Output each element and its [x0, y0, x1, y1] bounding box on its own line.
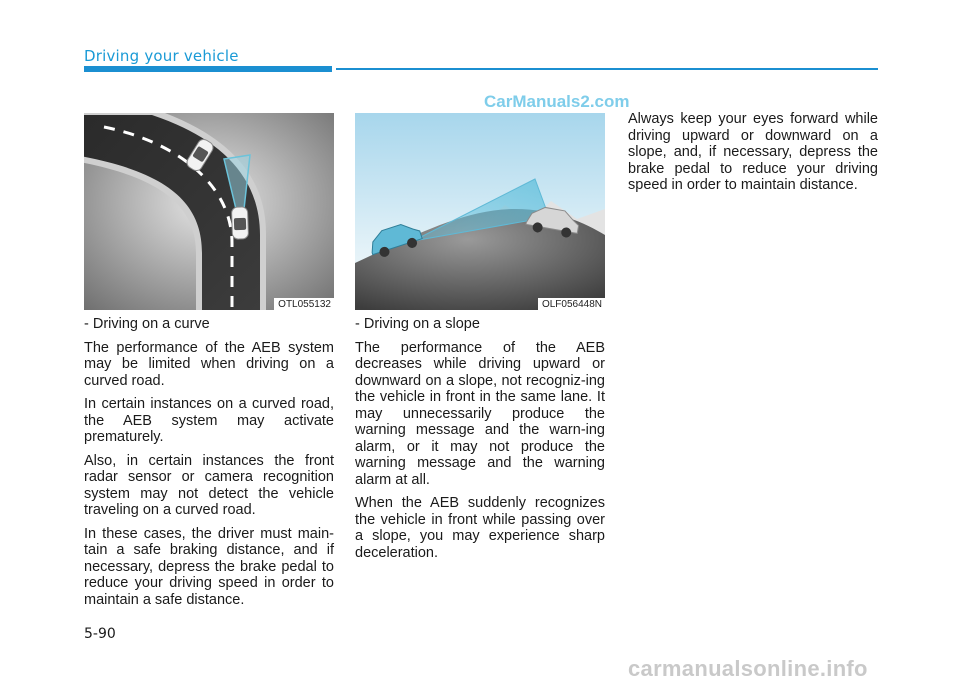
column-right	[628, 111, 878, 201]
paragraph: The performance of the AEB decreases while driving upward or downward on a slope, not recogniz-ing the vehicle in front in the same lane. It may unnecessarily produce the warning message and the warn-ing alarm, or it may not produce the warning message and the warning alarm at all.	[355, 339, 605, 488]
paragraph: When the AEB suddenly recognizes the vehicle in front while passing over a slope, you may experience sharp deceleration.	[355, 495, 605, 561]
figure-slope	[355, 113, 605, 310]
paragraph: The performance of the AEB system may be limited when driving on a curved road.	[84, 339, 334, 389]
paragraph: Always keep your eyes forward while driving upward or downward on a slope, and, if necessary, depress the brake pedal to reduce your driving speed in order to maintain distance.	[628, 111, 878, 193]
figure-curve	[84, 113, 334, 310]
paragraph: Also, in certain instances the front radar sensor or camera recognition system may not detect the vehicle traveling on a curved road.	[84, 452, 334, 518]
column-middle	[355, 316, 605, 568]
section-title: Driving your vehicle	[84, 47, 239, 65]
watermark-bottom: carmanualsonline.info	[628, 656, 868, 681]
subheading-slope: - Driving on a slope	[355, 316, 480, 332]
header-rule-thick	[84, 66, 332, 72]
paragraph: In certain instances on a curved road, the AEB system may activate prematurely.	[84, 396, 334, 445]
subheading-curve: - Driving on a curve	[84, 316, 210, 332]
column-left	[84, 316, 334, 615]
watermark-top: CarManuals2.com	[484, 92, 630, 111]
curve-illustration	[84, 113, 334, 310]
slope-illustration	[355, 113, 605, 310]
figure-code: OLF056448N	[538, 298, 605, 310]
page-number: 5-90	[84, 626, 116, 642]
figure-code: OTL055132	[274, 298, 334, 310]
paragraph: In these cases, the driver must main-tain a safe braking distance, and if necessary, depress the brake pedal to reduce your driving speed in order to maintain a safe distance.	[84, 525, 334, 608]
header-rule-thin	[336, 68, 878, 70]
